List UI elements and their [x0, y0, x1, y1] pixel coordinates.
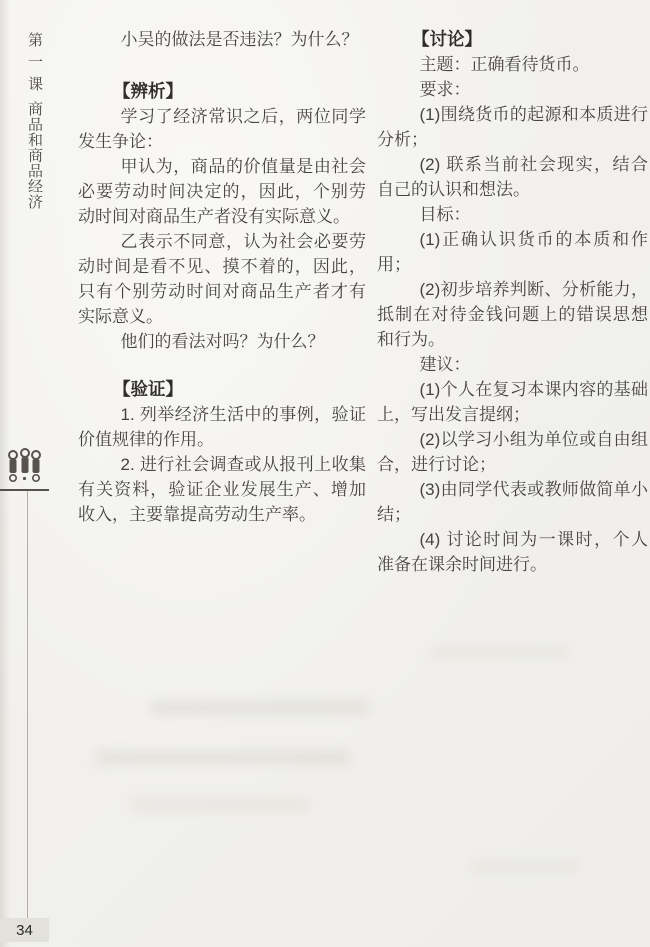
left-column: [78, 27, 366, 527]
section-heading-bianxi: 【辨析】: [113, 81, 183, 101]
margin-vertical-line: [27, 491, 28, 918]
paragraph: (3)由同学代表或教师做简单小结；: [377, 480, 648, 524]
section-heading-taolun: 【讨论】: [412, 29, 482, 49]
paragraph: (1)正确认识货币的本质和作用；: [377, 230, 648, 274]
paragraph: (1)个人在复习本课内容的基础上，写出发言提纲；: [377, 380, 648, 424]
paragraph: 主题：正确看待货币。: [419, 55, 590, 74]
paragraph: 乙表示不同意，认为社会必要劳动时间是看不见、摸不着的，因此，只有个别劳动时间对商品生产者才有实际意义。: [78, 232, 366, 326]
paragraph: (2)以学习小组为单位或自由组合，进行讨论；: [377, 430, 648, 474]
section-heading-yanzheng: 【验证】: [113, 379, 183, 399]
bleed-through-mark: [470, 862, 580, 872]
paragraph: 2. 进行社会调查或从报刊上收集有关资料，验证企业发展生产、增加收入，主要靠提高劳动生产率。: [78, 455, 366, 524]
paragraph: 建议：: [419, 355, 471, 374]
bleed-through-mark: [150, 702, 370, 713]
right-column: [377, 27, 648, 577]
paragraph: 1. 列举经济生活中的事例，验证价值规律的作用。: [78, 405, 366, 449]
bleed-through-mark: [430, 648, 570, 658]
chapter-number-vertical: 第一课: [26, 32, 43, 98]
paragraph: 他们的看法对吗？为什么？: [120, 332, 325, 351]
chapter-title-vertical: 商品和商品经济: [26, 101, 43, 210]
paragraph: (1)围绕货币的起源和本质进行分析；: [377, 105, 648, 149]
paragraph: (2) 联系当前社会现实，结合自己的认识和想法。: [377, 155, 648, 199]
paragraph: 学习了经济常识之后，两位同学发生争论：: [78, 107, 366, 151]
paragraph: (2)初步培养判断、分析能力，抵制在对待金钱问题上的错误思想和行为。: [377, 280, 648, 349]
bleed-through-mark: [95, 752, 350, 763]
people-figures-icon: [5, 447, 45, 487]
paragraph: (4) 讨论时间为一课时，个人准备在课余时间进行。: [377, 530, 648, 574]
paragraph: 目标：: [419, 205, 471, 224]
bleed-through-mark: [130, 800, 310, 810]
lead-question: 小吴的做法是否违法？为什么？: [120, 30, 359, 49]
margin-divider-line: [0, 489, 49, 491]
paragraph: 要求：: [419, 80, 471, 99]
paragraph: 甲认为，商品的价值量是由社会必要劳动时间决定的，因此，个别劳动时间对商品生产者没有实际意义。: [78, 157, 366, 226]
page-number: [0, 918, 49, 942]
page-number-value: 34: [16, 921, 33, 939]
